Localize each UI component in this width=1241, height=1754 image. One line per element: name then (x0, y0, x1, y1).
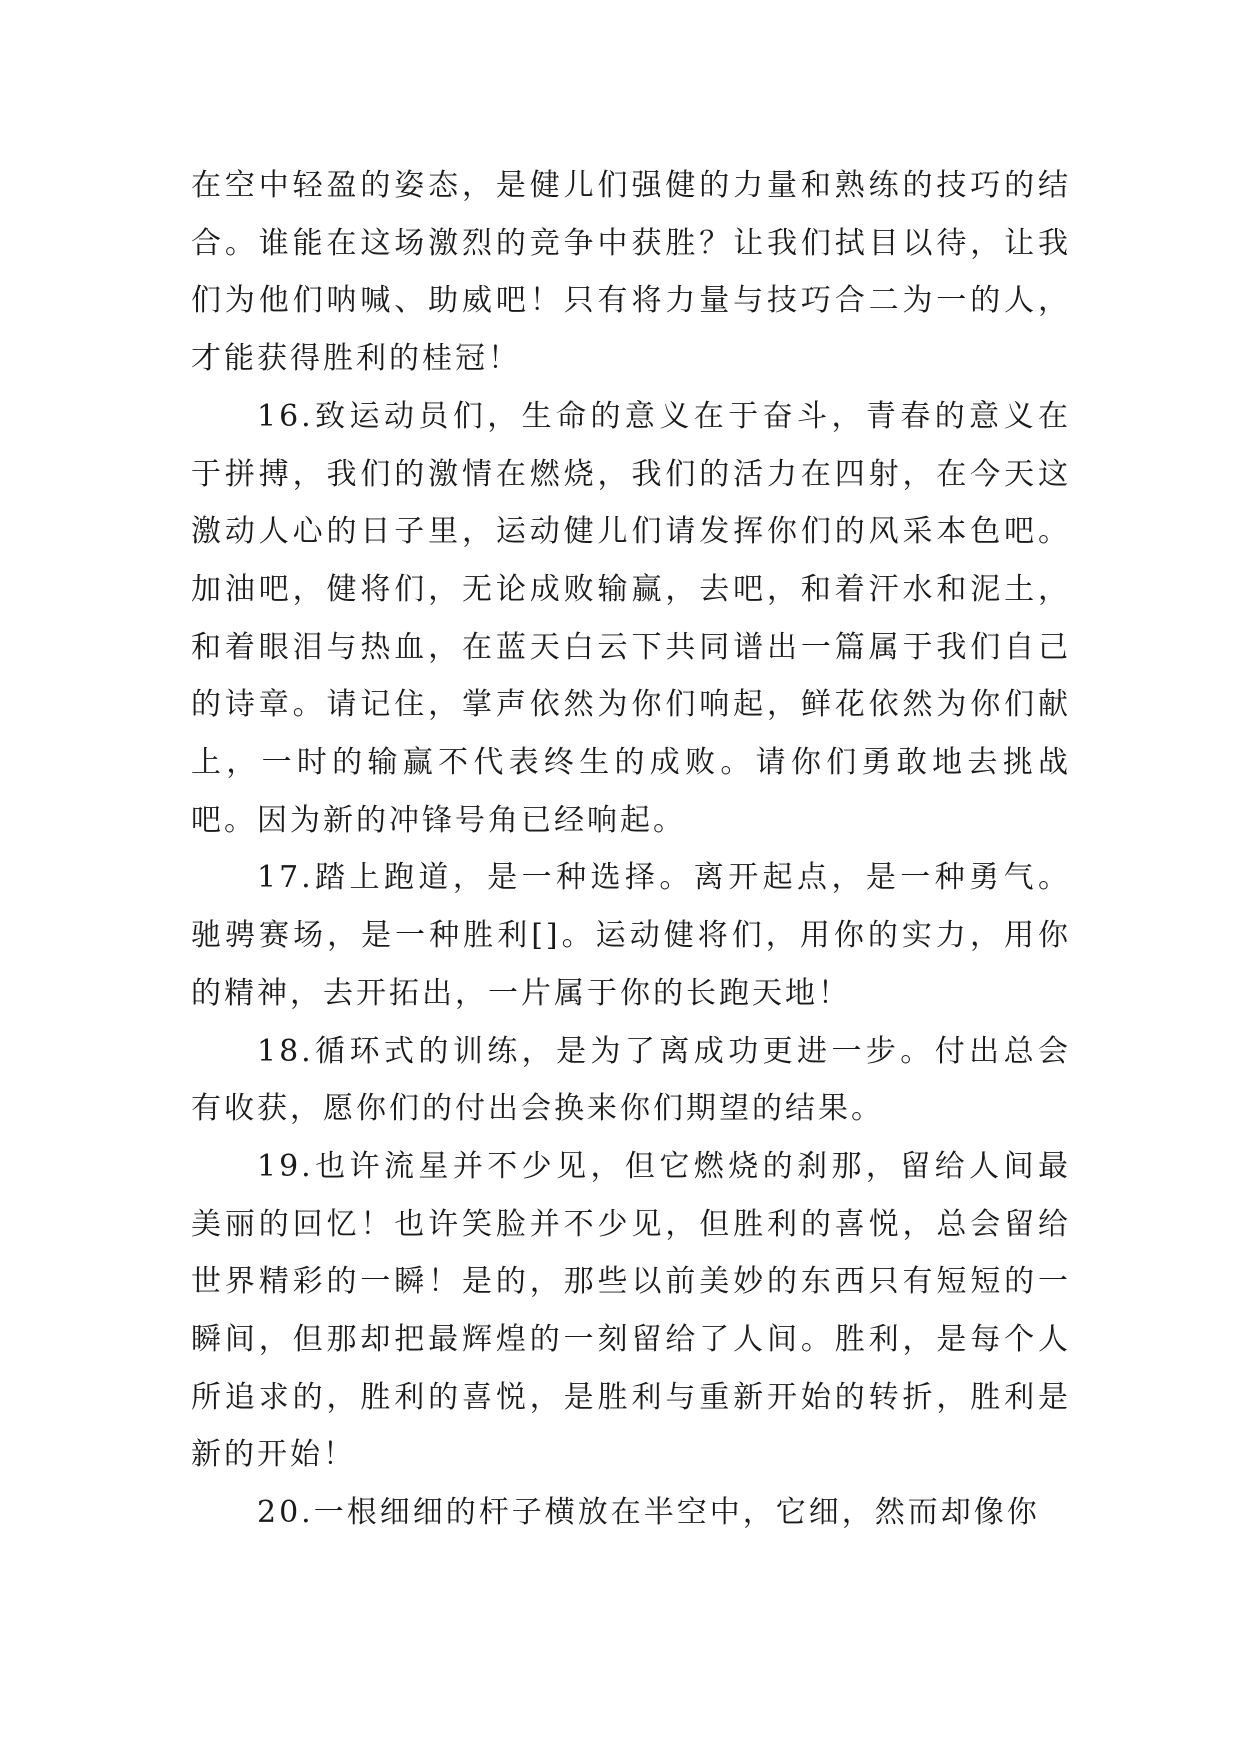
document-body (191, 157, 1071, 1542)
paragraph-item-18: 18.循环式的训练，是为了离成功更进一步。付出总会有收获，愿你们的付出会换来你们期望的结果。 (191, 1033, 1071, 1127)
paragraph-item-17: 17.踏上跑道，是一种选择。离开起点，是一种勇气。驰骋赛场，是一种胜利[]。运动健将们，用你的实力，用你的精神，去开拓出，一片属于你的长跑天地！ (191, 860, 1071, 1011)
paragraph-item-20: 20.一根细细的杆子横放在半空中，它细，然而却像你 (257, 1495, 1040, 1531)
paragraph-item-16: 16.致运动员们，生命的意义在于奋斗，青春的意义在于拼搏，我们的激情在燃烧，我们的活力在四射，在今天这激动人心的日子里，运动健儿们请发挥你们的风采本色吧。加油吧，健将们，无论成败输赢，去吧，和着汗水和泥土，和着眼泪与热血，在蓝天白云下共同谱出一篇属于我们自己的诗章。请记住，掌声依然为你们响起，鲜花依然为你们献上，一时的输赢不代表终生的成败。请你们勇敢地去挑战吧。因为新的冲锋号角已经响起。 (191, 398, 1071, 838)
paragraph-continuation: 在空中轻盈的姿态，是健儿们强健的力量和熟练的技巧的结合。谁能在这场激烈的竞争中获胜？让我们拭目以待，让我们为他们呐喊、助威吧！只有将力量与技巧合二为一的人，才能获得胜利的桂冠！ (191, 168, 1071, 377)
paragraph-item-19: 19.也许流星并不少见，但它燃烧的刹那，留给人间最美丽的回忆！也许笑脸并不少见，但胜利的喜悦，总会留给世界精彩的一瞬！是的，那些以前美妙的东西只有短短的一瞬间，但那却把最辉煌的一刻留给了人间。胜利，是每个人所追求的，胜利的喜悦，是胜利与重新开始的转折，胜利是新的开始！ (191, 1148, 1071, 1473)
